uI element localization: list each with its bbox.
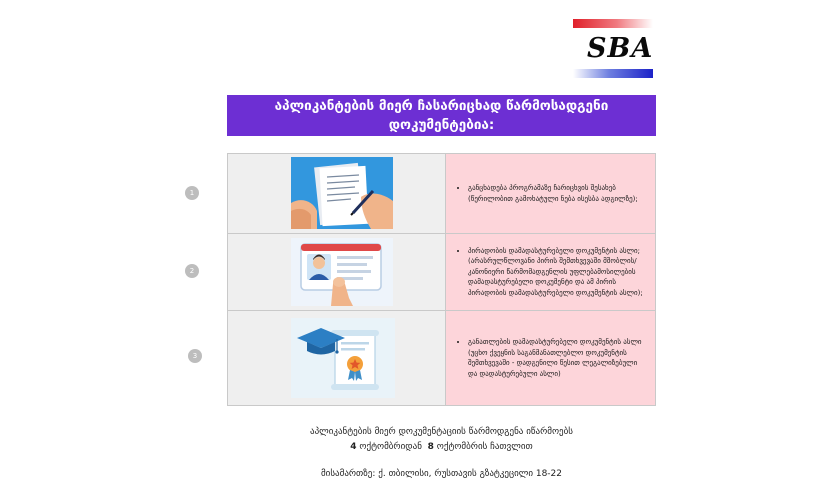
list-item: • განათლების დამადასტურებელი დოკუმენტის ასლი (უცხო ქვეყნის საგანმანათლებლო დოკუმენტის შემთხვევაში - დადგენილი წესით ლეგალიზებული და დადასტურებული ასლი) [468,337,647,379]
row-number-3: 3 [188,349,202,363]
signing-document-icon [291,157,393,229]
table-row [228,234,655,310]
sba-logo [573,19,653,79]
row-image-cell [228,234,446,310]
footer-notice: აპლიკანტების მიერ დოკუმენტაციის წარმოდგენა იწარმოებს [310,427,573,437]
row-number-1: 1 [185,186,199,200]
graduation-diploma-icon [291,318,395,398]
row-text-cell [446,311,655,405]
logo-blue-stripe [573,69,653,78]
footer-address: მისამართზე: ქ. თბილისი, რუსთავის გზატკეცილი 18-22 [320,469,562,479]
table-row [228,311,655,405]
list-item: • პირადობის დამადასტურებელი დოკუმენტის ასლი; (არასრულწლოვანი პირის შემთხვევაში მშობლის/კანონიერი წარმომადგენლის უფლებამოსილების დამადასტურებელი დოკუმენტი და ამ პირის პირადობის დამადასტურებელი დოკუმენტის ასლი); [468,246,647,299]
date-from-word: ოქტომბრიდან [359,442,422,452]
row-image-cell [228,154,446,233]
list-item: • განცხადება პროგრამაზე ჩარიცხვის შესახებ (წერილობით გამოხატული ნება ისესბა ადგილზე); [468,183,647,204]
date-to-word: ოქტომბრის ჩათვლით [436,442,533,452]
footer-dates [227,441,656,453]
banner-line-1: აპლიკანტების მიერ ჩასარიცხად წარმოსადგენი [274,98,609,114]
title-banner [227,95,656,136]
date-to-number: 8 [427,442,434,452]
documents-table [227,153,656,406]
row-number-2: 2 [185,264,199,278]
logo-red-stripe [573,19,653,28]
date-from-number: 4 [350,442,357,452]
row-image-cell [228,311,446,405]
table-row [228,154,655,233]
id-card-icon [291,238,393,306]
banner-line-2: დოკუმენტებია: [388,117,495,133]
row-text-cell [446,234,655,310]
logo-text: SBA [587,33,654,64]
row-text-cell [446,154,655,233]
